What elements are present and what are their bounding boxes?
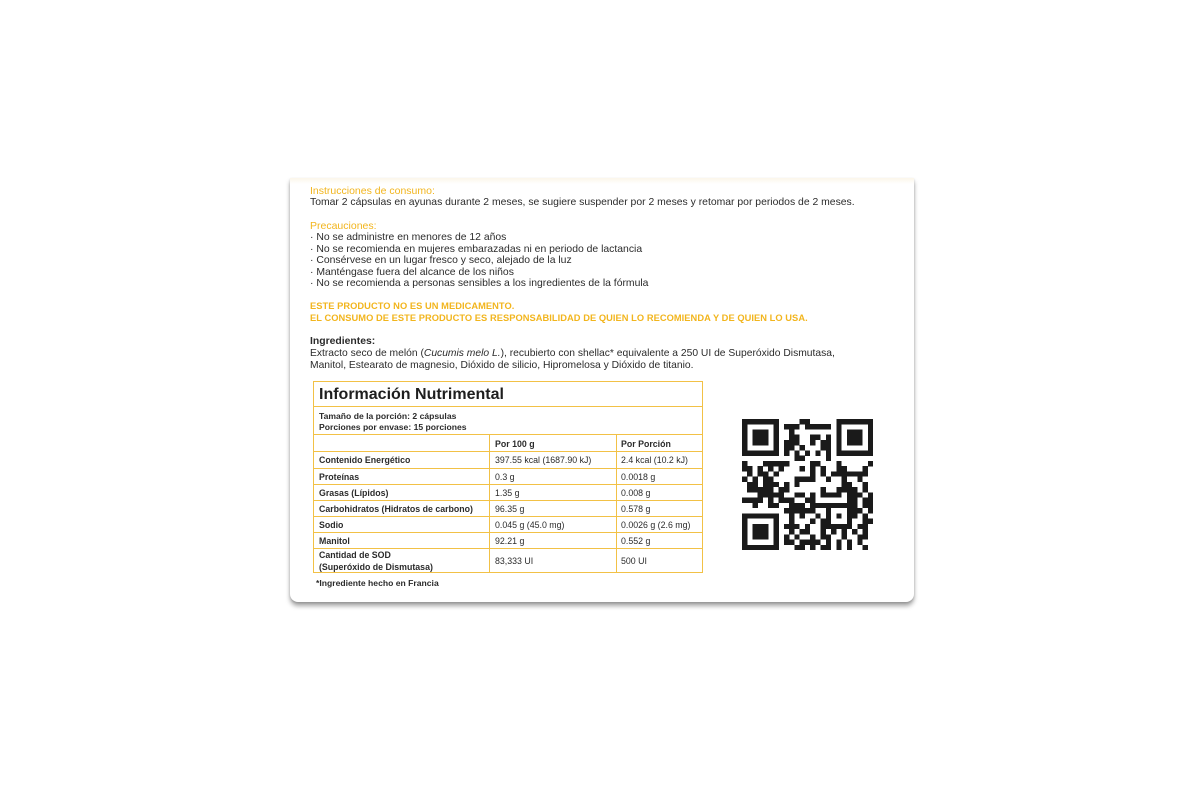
nutrient-label: Carbohidratos (Hidratos de carbono) xyxy=(319,504,473,514)
table-row xyxy=(314,469,704,485)
ingredients-line1-end: ), recubierto con shellac* equivalente a 250 UI de Superóxido Dismutasa, xyxy=(500,348,835,359)
precautions-heading: Precauciones: xyxy=(310,220,377,232)
precaution-item: · No se recomienda en mujeres embarazadas ni en periodo de lactancia xyxy=(310,243,643,255)
column-header-per-serving: Por Porción xyxy=(621,439,671,449)
nutrient-value-per-100g: 83,333 UI xyxy=(495,556,534,566)
product-label-card xyxy=(290,178,914,602)
precaution-item: · Consérvese en un lugar fresco y seco, alejado de la luz xyxy=(310,255,572,267)
nutrient-label: Cantidad de SOD xyxy=(319,550,391,560)
warning-line-2: EL CONSUMO DE ESTE PRODUCTO ES RESPONSABILIDAD DE QUIEN LO RECOMIENDA Y DE QUIEN LO USA. xyxy=(310,313,808,323)
table-row xyxy=(314,452,704,468)
column-divider xyxy=(616,434,617,573)
instructions-heading: Instrucciones de consumo: xyxy=(310,185,435,197)
table-row xyxy=(314,517,704,533)
nutrient-value-per-serving: 0.578 g xyxy=(621,504,651,514)
ingredients-heading: Ingredientes: xyxy=(310,336,376,347)
nutrient-value-per-serving: 0.552 g xyxy=(621,536,651,546)
nutrient-value-per-100g: 0.045 g (45.0 mg) xyxy=(495,520,565,530)
ingredients-line1-start: Extracto seco de melón ( xyxy=(310,348,424,359)
table-row xyxy=(314,549,704,573)
precaution-item: · No se recomienda a personas sensibles a los ingredientes de la fórmula xyxy=(310,278,649,290)
table-divider xyxy=(314,406,702,407)
nutrient-value-per-100g: 397.55 kcal (1687.90 kJ) xyxy=(495,455,592,465)
nutrient-value-per-100g: 96.35 g xyxy=(495,504,525,514)
nutrient-label-sub: (Superóxido de Dismutasa) xyxy=(319,562,433,572)
nutrient-label: Contenido Energético xyxy=(319,455,411,465)
nutrient-value-per-serving: 2.4 kcal (10.2 kJ) xyxy=(621,455,688,465)
column-header-per-100g: Por 100 g xyxy=(495,439,535,449)
qr-code-icon xyxy=(742,419,873,550)
instructions-text: Tomar 2 cápsulas en ayunas durante 2 meses, se sugiere suspender por 2 meses y retomar por periodos de 2 meses. xyxy=(310,197,855,208)
column-divider xyxy=(489,434,490,573)
serving-size: Tamaño de la porción: 2 cápsulas xyxy=(319,411,457,421)
nutrient-label: Proteínas xyxy=(319,472,360,482)
precaution-item: · Manténgase fuera del alcance de los niños xyxy=(310,266,514,278)
nutrition-title: Información Nutrimental xyxy=(319,386,504,403)
card-top-fade xyxy=(290,178,914,184)
nutrient-value-per-100g: 0.3 g xyxy=(495,472,515,482)
nutrient-value-per-serving: 0.008 g xyxy=(621,488,651,498)
precaution-item: · No se administre en menores de 12 años xyxy=(310,232,507,243)
ingredients-text xyxy=(310,348,918,372)
ingredients-line2: Manitol, Estearato de magnesio, Dióxido de silicio, Hipromelosa y Dióxido de titanio. xyxy=(310,360,694,371)
nutrient-value-per-serving: 0.0018 g xyxy=(621,472,656,482)
nutrient-value-per-serving: 0.0026 g (2.6 mg) xyxy=(621,520,691,530)
table-row xyxy=(314,501,704,517)
table-divider xyxy=(314,434,702,435)
nutrient-value-per-serving: 500 UI xyxy=(621,556,647,566)
nutrient-label: Sodio xyxy=(319,520,344,530)
warning-line-1: ESTE PRODUCTO NO ES UN MEDICAMENTO. xyxy=(310,301,515,311)
servings-per-container: Porciones por envase: 15 porciones xyxy=(319,422,467,432)
nutrient-value-per-100g: 1.35 g xyxy=(495,488,520,498)
nutrition-facts-table xyxy=(313,381,703,573)
nutrient-label: Grasas (Lípidos) xyxy=(319,488,389,498)
footnote: *Ingrediente hecho en Francia xyxy=(316,578,439,588)
ingredients-botanical-name: Cucumis melo L. xyxy=(423,348,501,359)
table-row xyxy=(314,533,704,549)
nutrient-label: Manitol xyxy=(319,536,350,546)
nutrient-value-per-100g: 92.21 g xyxy=(495,536,525,546)
table-row xyxy=(314,485,704,501)
